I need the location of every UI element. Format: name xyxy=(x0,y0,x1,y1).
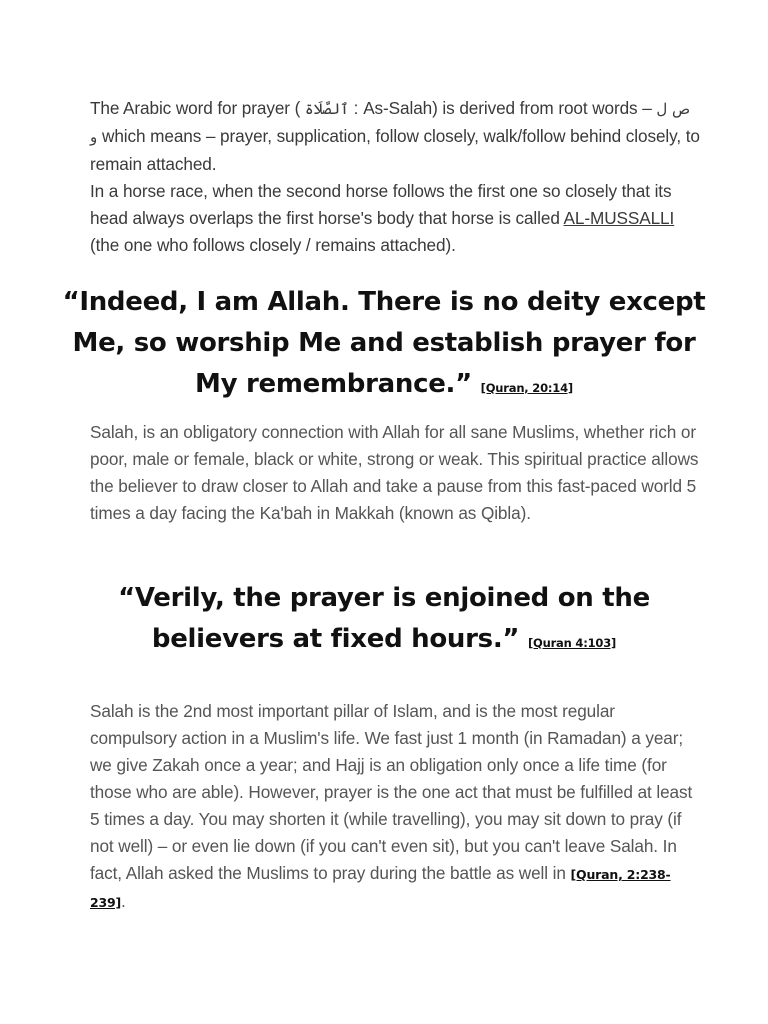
quote-text: “Verily, the prayer is enjoined on the believers at fixed hours.” xyxy=(118,583,650,654)
arabic-word-salah: ٱلصَّلَاة xyxy=(304,100,349,118)
arabic-root-letters: ص ل و xyxy=(90,100,691,146)
quran-quote-remembrance xyxy=(60,282,708,409)
pillar-text-end: . xyxy=(121,891,126,911)
intro-text-4: In a horse race, when the second horse follows the first one so closely that its head always overlaps the first horse's body that horse is called xyxy=(90,181,672,228)
pillar-paragraph xyxy=(90,698,700,916)
quote-reference: [Quran, 2:238-239] xyxy=(90,867,671,910)
salah-obligation-paragraph: Salah, is an obligatory connection with Allah for all sane Muslims, whether rich or poor, male or female, black or white, strong or weak. This spiritual practice allows the believer to draw closer to Allah and take a pause from this fast-paced world 5 times a day facing the Ka'bah in Makkah (known as Qibla). xyxy=(90,422,699,523)
intro-paragraph xyxy=(90,95,700,259)
quote-reference: [Quran, 20:14] xyxy=(480,381,573,395)
intro-text-1: The Arabic word for prayer ( xyxy=(90,98,301,118)
quran-quote-fixed-hours xyxy=(60,578,708,664)
intro-text-3: which means – prayer, supplication, follow closely, walk/follow behind closely, to remain attached. xyxy=(90,126,700,174)
al-mussalli-term: AL-MUSSALLI xyxy=(563,208,675,228)
pillar-text: Salah is the 2nd most important pillar of Islam, and is the most regular compulsory action in a Muslim's life. We fast just 1 month (in Ramadan) a year; we give Zakah once a year; and Hajj is an obligation only once a life time (for those who are able). However, prayer is the one act that must be fulfilled at least 5 times a day. You may shorten it (while travelling), you may sit down to pray (if not well) – or even lie down (if you can't even sit), but you can't leave Salah. In fact, Allah asked the Muslims to pray during the battle as well in xyxy=(90,701,693,883)
intro-text-2: : As-Salah) is derived from root words – xyxy=(353,98,657,118)
intro-text-5: (the one who follows closely / remains attached). xyxy=(90,235,456,255)
quote-reference: [Quran 4:103] xyxy=(527,636,617,650)
quote-text: “Indeed, I am Allah. There is no deity except Me, so worship Me and establish prayer for My remembrance.” xyxy=(62,287,706,399)
